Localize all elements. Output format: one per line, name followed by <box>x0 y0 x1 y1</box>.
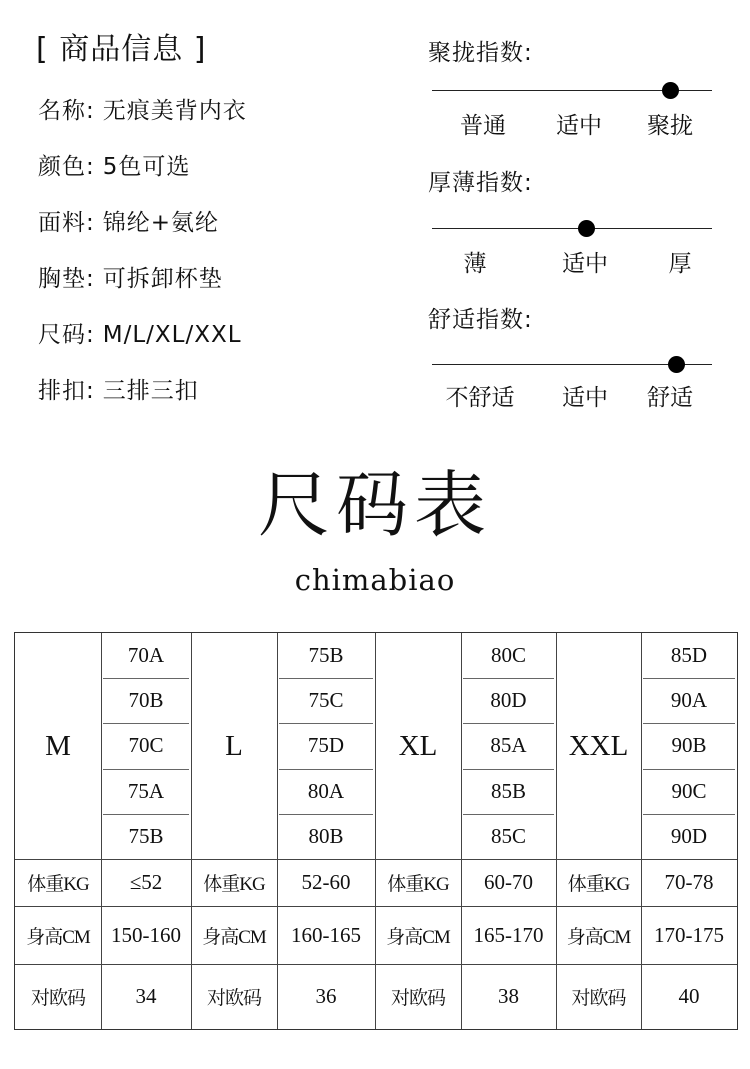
cup-size-cell: 75D <box>307 733 345 758</box>
index-label: 适中 <box>562 385 608 411</box>
info-row-color <box>38 152 190 182</box>
cup-row-divider <box>279 814 373 815</box>
cup-size-cell: 90D <box>670 823 708 848</box>
info-row-size <box>38 320 242 350</box>
row-value-weight: 52-60 <box>301 870 351 894</box>
index-label: 适中 <box>562 251 608 277</box>
cup-size-cell: 75B <box>308 643 344 668</box>
info-value: 三排三扣 <box>102 378 199 404</box>
cup-row-divider <box>643 769 735 770</box>
cup-size-cell: 85A <box>490 733 527 758</box>
index-level-dot <box>668 356 685 373</box>
size-label-cell: M <box>45 729 71 762</box>
row-value-weight: ≤52 <box>129 870 163 894</box>
index-label: 适中 <box>556 113 602 139</box>
row-value-height: 165-170 <box>473 922 544 947</box>
size-table <box>14 632 738 1030</box>
index-label: 薄 <box>463 251 487 277</box>
row-label-height: 身高CM <box>26 926 90 948</box>
cup-size-cell: 70C <box>128 733 164 758</box>
info-label: 尺码: <box>38 322 95 348</box>
cup-row-divider <box>463 723 554 724</box>
index-label: 不舒适 <box>445 385 515 411</box>
info-row-name <box>38 96 247 126</box>
index-label: 聚拢 <box>647 113 693 139</box>
row-label-eu: 对欧码 <box>206 988 261 1009</box>
row-value-eu: 40 <box>678 984 700 1008</box>
cup-size-cell: 70B <box>128 688 164 713</box>
info-value: 5色可选 <box>102 154 191 180</box>
row-value-height: 170-175 <box>654 922 724 947</box>
cup-size-cell: 85B <box>490 778 526 803</box>
cup-size-cell: 85D <box>670 643 708 668</box>
index-label: 舒适 <box>647 385 693 411</box>
size-label-cell: L <box>225 729 243 762</box>
cup-size-cell: 75B <box>128 823 164 848</box>
cup-row-divider <box>103 678 189 679</box>
info-label: 颜色: <box>38 154 95 180</box>
cup-row-divider <box>279 769 373 770</box>
cup-row-divider <box>103 814 189 815</box>
index-title-comfort: 舒适指数: <box>428 307 533 333</box>
info-value: 无痕美背内衣 <box>102 98 247 124</box>
row-label-eu: 对欧码 <box>390 988 445 1009</box>
info-label: 面料: <box>38 210 95 236</box>
cup-row-divider <box>463 769 554 770</box>
cup-row-divider <box>103 769 189 770</box>
row-value-height: 150-160 <box>111 922 181 947</box>
cup-size-cell: 75C <box>308 688 344 713</box>
info-row-fabric <box>38 208 219 238</box>
cup-row-divider <box>463 814 554 815</box>
row-value-eu: 34 <box>135 984 157 1008</box>
index-label: 厚 <box>668 251 692 277</box>
info-value: M/L/XL/XXL <box>102 322 242 348</box>
info-value: 可拆卸杯垫 <box>102 266 223 292</box>
row-value-weight: 60-70 <box>484 870 533 894</box>
size-label-cell: XL <box>398 729 438 762</box>
row-label-height: 身高CM <box>386 926 450 948</box>
cup-size-cell: 90C <box>671 778 707 803</box>
cup-size-cell: 75A <box>127 778 165 803</box>
cup-row-divider <box>643 814 735 815</box>
row-label-weight: 体重KG <box>387 874 449 895</box>
row-label-height: 身高CM <box>566 926 631 948</box>
cup-size-cell: 90A <box>670 688 708 713</box>
index-title-push-up: 聚拢指数: <box>428 40 533 66</box>
size-chart-title: 尺码表 <box>257 463 492 547</box>
info-label: 排扣: <box>38 378 95 404</box>
index-level-dot <box>662 82 679 99</box>
cup-size-cell: 80B <box>308 823 344 848</box>
row-label-weight: 体重KG <box>203 874 265 895</box>
info-row-pad <box>38 264 223 294</box>
size-chart-subtitle: chimabiao <box>294 563 456 597</box>
row-value-eu: 38 <box>498 984 519 1008</box>
row-label-eu: 对欧码 <box>571 988 626 1009</box>
info-title: [ 商品信息 ] <box>36 32 207 67</box>
cup-row-divider <box>279 678 373 679</box>
size-label-cell: XXL <box>568 729 629 762</box>
cup-row-divider <box>279 723 373 724</box>
cup-size-cell: 70A <box>127 643 165 668</box>
cup-size-cell: 80A <box>307 778 345 803</box>
info-label: 名称: <box>38 98 95 124</box>
info-value: 锦纶+氨纶 <box>102 210 220 236</box>
info-label: 胸垫: <box>38 266 95 292</box>
index-title-thickness: 厚薄指数: <box>428 170 533 196</box>
row-label-eu: 对欧码 <box>30 988 85 1009</box>
cup-row-divider <box>643 723 735 724</box>
row-value-height: 160-165 <box>291 922 361 947</box>
info-row-hook <box>38 376 199 406</box>
cup-size-cell: 85C <box>490 823 526 848</box>
index-label: 普通 <box>460 113 506 139</box>
cup-size-cell: 80D <box>490 688 527 713</box>
row-value-eu: 36 <box>315 984 337 1008</box>
cup-row-divider <box>643 678 735 679</box>
cup-size-cell: 90B <box>671 733 707 758</box>
row-label-weight: 体重KG <box>27 874 89 895</box>
cup-row-divider <box>463 678 554 679</box>
cup-row-divider <box>103 723 189 724</box>
index-scale-line <box>432 228 712 229</box>
cup-size-cell: 80C <box>490 643 526 668</box>
row-label-weight: 体重KG <box>567 874 630 895</box>
row-label-height: 身高CM <box>202 926 266 948</box>
row-value-weight: 70-78 <box>664 870 714 894</box>
index-level-dot <box>578 220 595 237</box>
